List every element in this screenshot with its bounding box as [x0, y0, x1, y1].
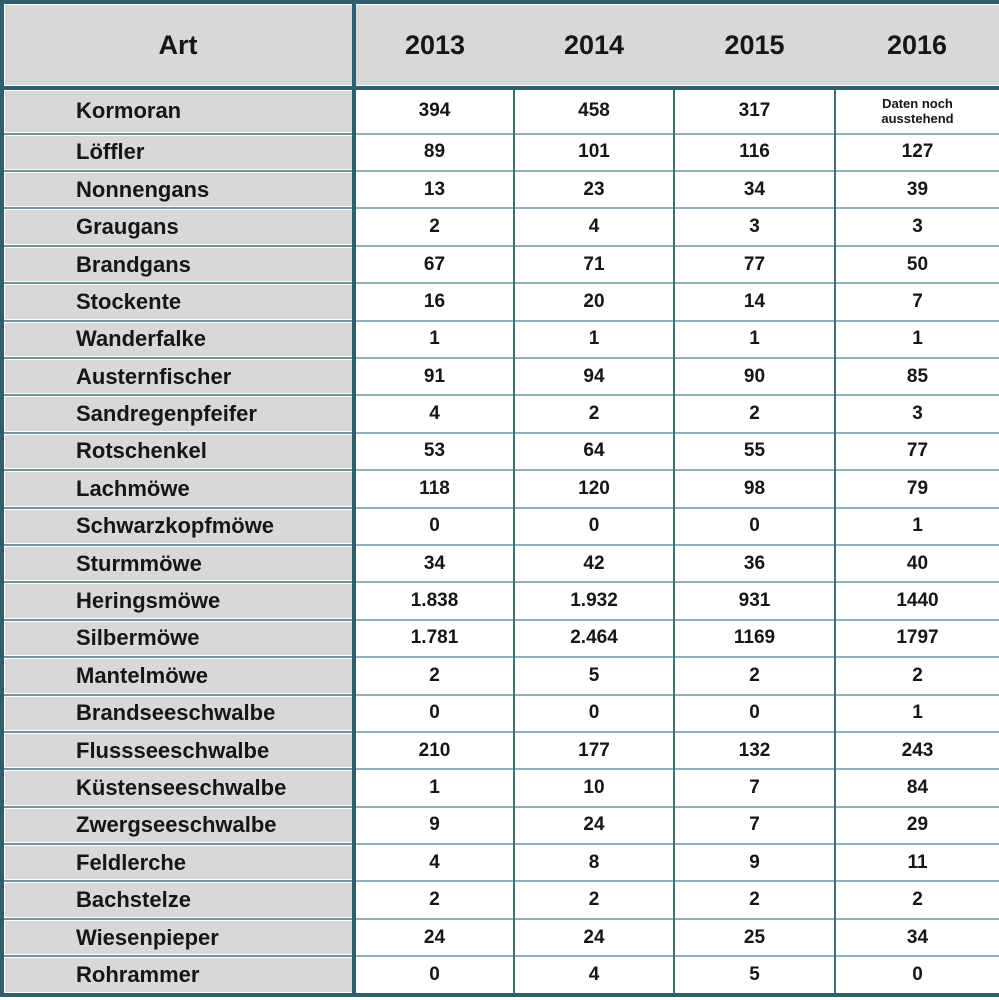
species-cell: Kormoran: [2, 88, 354, 134]
count-cell: 0: [514, 508, 674, 545]
table-row: [2, 919, 999, 956]
count-cell: 2: [674, 395, 835, 432]
count-cell: 7: [674, 769, 835, 806]
table-row: [2, 134, 999, 171]
count-cell: 79: [835, 470, 999, 507]
table-body: [2, 88, 999, 995]
species-cell: Mantelmöwe: [2, 657, 354, 694]
count-cell: 10: [514, 769, 674, 806]
count-cell: Daten noch ausstehend: [835, 88, 999, 134]
count-cell: 2: [354, 208, 514, 245]
count-cell: 127: [835, 134, 999, 171]
table-row: [2, 246, 999, 283]
species-cell: Sandregenpfeifer: [2, 395, 354, 432]
count-cell: 931: [674, 582, 835, 619]
count-cell: 24: [514, 807, 674, 844]
table-row: [2, 545, 999, 582]
species-cell: Heringsmöwe: [2, 582, 354, 619]
count-cell: 4: [354, 395, 514, 432]
count-cell: 40: [835, 545, 999, 582]
count-cell: 67: [354, 246, 514, 283]
count-cell: 101: [514, 134, 674, 171]
count-cell: 2: [354, 881, 514, 918]
table-row: [2, 358, 999, 395]
count-cell: 91: [354, 358, 514, 395]
count-cell: 243: [835, 732, 999, 769]
table-row: [2, 620, 999, 657]
count-cell: 11: [835, 844, 999, 881]
species-cell: Rohrammer: [2, 956, 354, 995]
count-cell: 1.932: [514, 582, 674, 619]
species-cell: Zwergseeschwalbe: [2, 807, 354, 844]
count-cell: 116: [674, 134, 835, 171]
count-cell: 90: [674, 358, 835, 395]
count-cell: 64: [514, 433, 674, 470]
table-row: [2, 844, 999, 881]
count-cell: 71: [514, 246, 674, 283]
column-header-year: 2016: [835, 2, 999, 88]
species-cell: Brandseeschwalbe: [2, 695, 354, 732]
count-cell: 13: [354, 171, 514, 208]
count-cell: 34: [674, 171, 835, 208]
species-cell: Schwarzkopfmöwe: [2, 508, 354, 545]
count-cell: 120: [514, 470, 674, 507]
count-cell: 177: [514, 732, 674, 769]
count-cell: 4: [514, 208, 674, 245]
count-cell: 1: [835, 695, 999, 732]
count-cell: 4: [514, 956, 674, 995]
count-cell: 0: [354, 508, 514, 545]
table-row: [2, 470, 999, 507]
count-cell: 2: [674, 657, 835, 694]
count-cell: 77: [835, 433, 999, 470]
column-header-art: Art: [2, 2, 354, 88]
count-cell: 5: [674, 956, 835, 995]
table-row: [2, 769, 999, 806]
table-row: [2, 395, 999, 432]
count-cell: 2.464: [514, 620, 674, 657]
count-cell: 34: [835, 919, 999, 956]
count-cell: 53: [354, 433, 514, 470]
species-cell: Wanderfalke: [2, 321, 354, 358]
count-cell: 84: [835, 769, 999, 806]
count-cell: 89: [354, 134, 514, 171]
table-row: [2, 695, 999, 732]
count-cell: 0: [674, 695, 835, 732]
count-cell: 4: [354, 844, 514, 881]
count-cell: 1169: [674, 620, 835, 657]
count-cell: 14: [674, 283, 835, 320]
species-cell: Bachstelze: [2, 881, 354, 918]
species-cell: Brandgans: [2, 246, 354, 283]
count-cell: 1: [354, 321, 514, 358]
count-cell: 1797: [835, 620, 999, 657]
count-cell: 132: [674, 732, 835, 769]
count-cell: 317: [674, 88, 835, 134]
count-cell: 25: [674, 919, 835, 956]
count-cell: 0: [354, 956, 514, 995]
species-cell: Sturmmöwe: [2, 545, 354, 582]
species-cell: Rotschenkel: [2, 433, 354, 470]
count-cell: 23: [514, 171, 674, 208]
count-cell: 394: [354, 88, 514, 134]
count-cell: 2: [674, 881, 835, 918]
species-cell: Küstenseeschwalbe: [2, 769, 354, 806]
count-cell: 2: [514, 395, 674, 432]
table-row: [2, 582, 999, 619]
count-cell: 2: [835, 657, 999, 694]
species-cell: Stockente: [2, 283, 354, 320]
column-header-year: 2015: [674, 2, 835, 88]
table-row: [2, 956, 999, 995]
count-cell: 1: [835, 321, 999, 358]
count-cell: 1: [354, 769, 514, 806]
count-cell: 36: [674, 545, 835, 582]
table-row: [2, 732, 999, 769]
species-cell: Feldlerche: [2, 844, 354, 881]
count-cell: 77: [674, 246, 835, 283]
count-cell: 9: [674, 844, 835, 881]
count-cell: 3: [674, 208, 835, 245]
count-cell: 42: [514, 545, 674, 582]
count-cell: 7: [674, 807, 835, 844]
count-cell: 39: [835, 171, 999, 208]
count-cell: 0: [514, 695, 674, 732]
count-cell: 1: [835, 508, 999, 545]
table-row: [2, 433, 999, 470]
count-cell: 24: [354, 919, 514, 956]
count-cell: 2: [514, 881, 674, 918]
count-cell: 1.838: [354, 582, 514, 619]
table-row: [2, 807, 999, 844]
species-cell: Graugans: [2, 208, 354, 245]
count-cell: 98: [674, 470, 835, 507]
count-cell: 34: [354, 545, 514, 582]
table-row: [2, 171, 999, 208]
count-cell: 0: [835, 956, 999, 995]
count-cell: 2: [835, 881, 999, 918]
count-cell: 24: [514, 919, 674, 956]
table-row: [2, 508, 999, 545]
species-cell: Löffler: [2, 134, 354, 171]
count-cell: 8: [514, 844, 674, 881]
count-cell: 2: [354, 657, 514, 694]
count-cell: 1: [514, 321, 674, 358]
count-cell: 5: [514, 657, 674, 694]
table-row: [2, 657, 999, 694]
table-row: [2, 208, 999, 245]
count-cell: 458: [514, 88, 674, 134]
count-cell: 29: [835, 807, 999, 844]
header-row: [2, 2, 999, 88]
count-cell: 55: [674, 433, 835, 470]
count-cell: 210: [354, 732, 514, 769]
count-cell: 3: [835, 208, 999, 245]
count-cell: 85: [835, 358, 999, 395]
table-row: [2, 88, 999, 134]
count-cell: 0: [674, 508, 835, 545]
species-cell: Nonnengans: [2, 171, 354, 208]
count-cell: 1.781: [354, 620, 514, 657]
species-cell: Wiesenpieper: [2, 919, 354, 956]
table-row: [2, 881, 999, 918]
count-cell: 16: [354, 283, 514, 320]
count-cell: 50: [835, 246, 999, 283]
count-cell: 20: [514, 283, 674, 320]
count-cell: 94: [514, 358, 674, 395]
count-cell: 1440: [835, 582, 999, 619]
table-row: [2, 321, 999, 358]
table-row: [2, 283, 999, 320]
species-cell: Silbermöwe: [2, 620, 354, 657]
species-cell: Austernfischer: [2, 358, 354, 395]
column-header-year: 2013: [354, 2, 514, 88]
count-cell: 118: [354, 470, 514, 507]
count-cell: 0: [354, 695, 514, 732]
count-cell: 7: [835, 283, 999, 320]
species-cell: Lachmöwe: [2, 470, 354, 507]
species-cell: Flussseeschwalbe: [2, 732, 354, 769]
count-cell: 1: [674, 321, 835, 358]
count-cell: 9: [354, 807, 514, 844]
column-header-year: 2014: [514, 2, 674, 88]
count-cell: 3: [835, 395, 999, 432]
